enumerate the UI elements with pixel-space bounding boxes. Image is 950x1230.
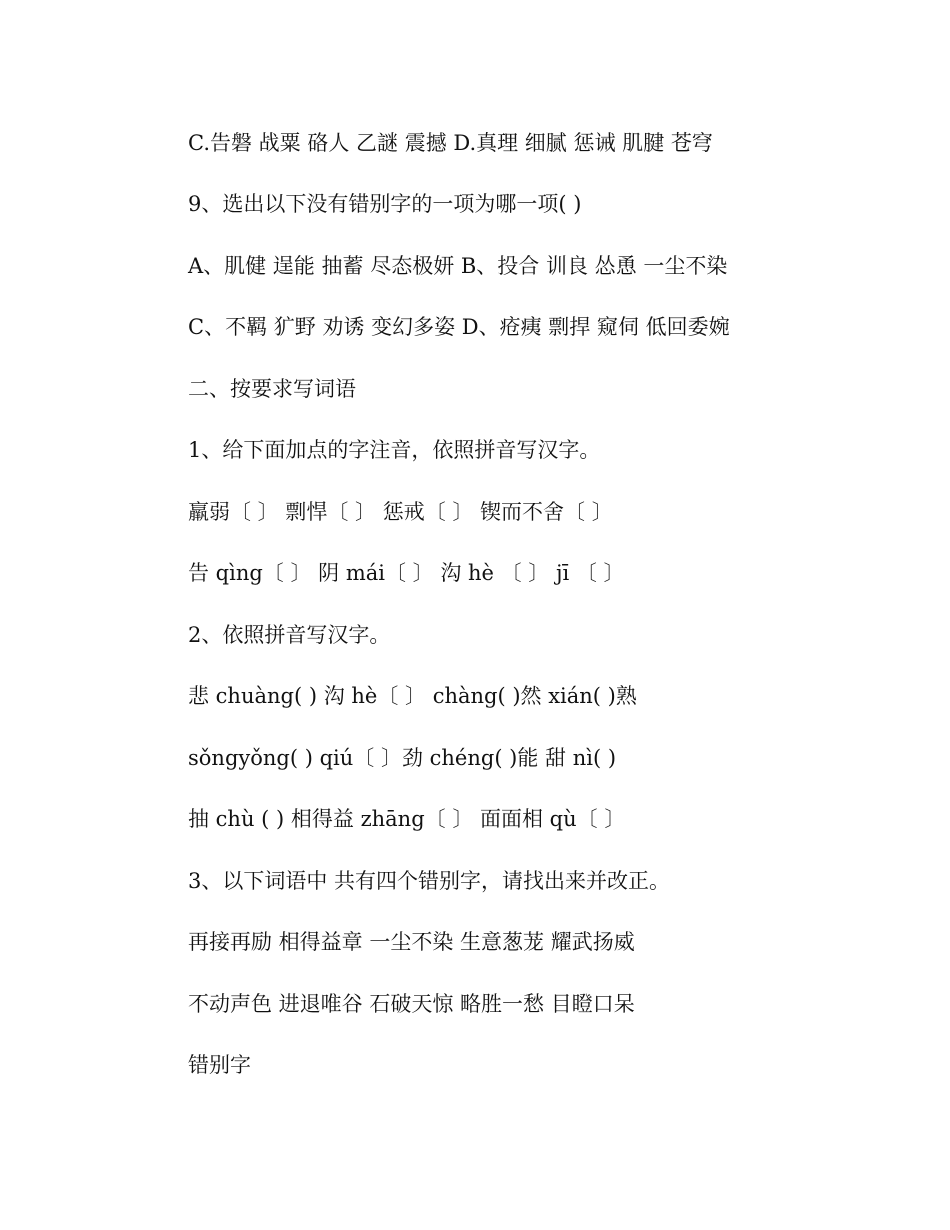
- exercise-2-row-2: sǒngyǒng( ) qiú〔 〕劲 chéng( )能 甜 nì( ): [188, 746, 617, 770]
- exercise-1-instruction: 1、给下面加点的字注音，依照拼音写汉字。: [188, 438, 601, 462]
- exercise-3-words-row-2: 不动声色 进退唯谷 石破天惊 略胜一愁 目瞪口呆: [188, 992, 635, 1016]
- exercise-1-row-2: 告 qìng〔 〕 阴 mái〔 〕 沟 hè 〔 〕 jī 〔 〕: [188, 561, 625, 585]
- section-heading-2: 二、按要求写词语: [188, 377, 356, 401]
- wrong-characters-label: 错别字: [188, 1053, 251, 1077]
- option-line-a-b-q9: A、肌健 逞能 抽蓄 尽态极妍 B、投合 训良 怂恿 一尘不染: [188, 254, 728, 278]
- question-9: 9、选出以下没有错别字的一项为哪一项( ): [188, 192, 582, 216]
- exercise-2-instruction: 2、依照拼音写汉字。: [188, 623, 391, 647]
- option-line-c-d-q8: C.告磐 战粟 硌人 乙謎 震撼 D.真理 细腻 惩诫 肌腱 苍穹: [188, 131, 713, 155]
- exercise-3-words-row-1: 再接再励 相得益章 一尘不染 生意葱茏 耀武扬威: [188, 930, 635, 954]
- exercise-3-instruction: 3、以下词语中 共有四个错别字，请找出来并改正。: [188, 869, 671, 893]
- exercise-2-row-1: 悲 chuàng( ) 沟 hè〔 〕 chàng( )然 xián( )熟: [188, 684, 637, 708]
- exercise-2-row-3: 抽 chù ( ) 相得益 zhāng〔 〕 面面相 qù〔 〕: [188, 807, 626, 831]
- exercise-1-row-1: 羸弱〔 〕 剽悍〔 〕 惩戒〔 〕 锲而不舍〔 〕: [188, 500, 613, 524]
- option-line-c-d-q9: C、不羁 犷野 劝诱 变幻多姿 D、疮痍 剽捍 窥伺 低回委婉: [188, 315, 730, 339]
